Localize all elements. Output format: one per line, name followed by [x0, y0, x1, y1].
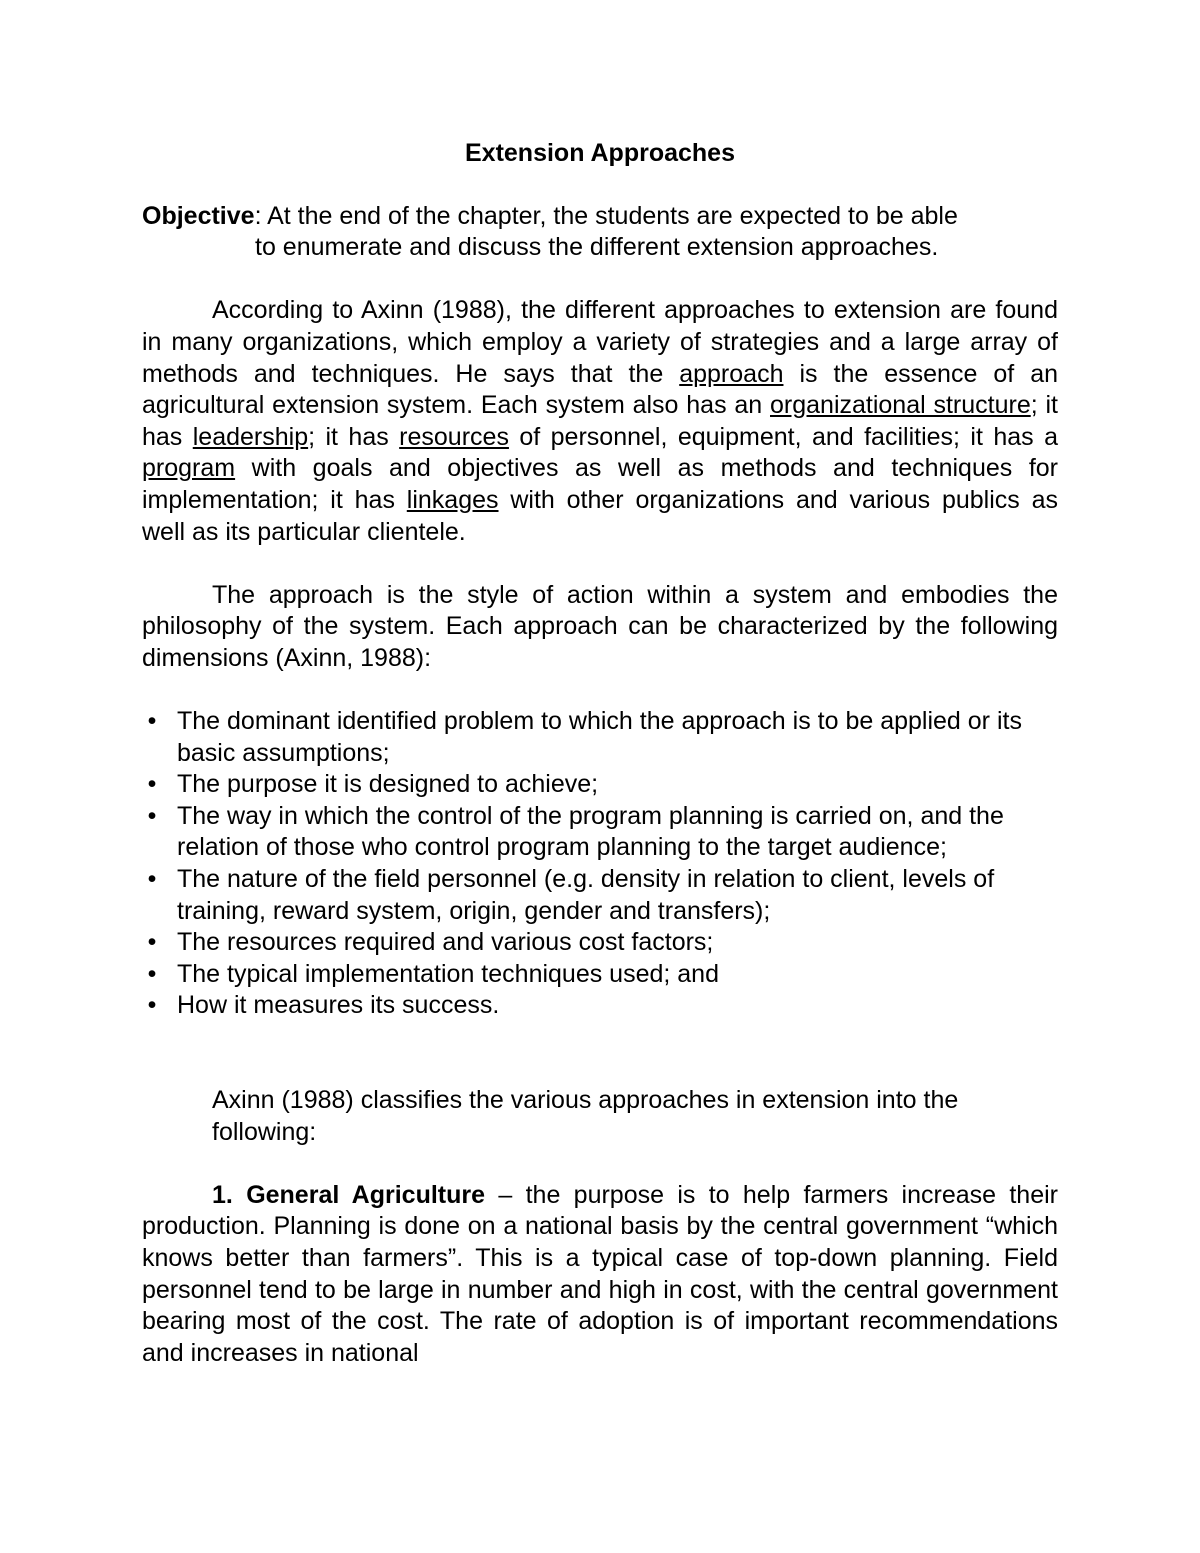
- bullet-icon: •: [147, 865, 157, 894]
- term-linkages: linkages: [406, 485, 499, 514]
- term-resources: resources: [399, 422, 509, 451]
- term-organizational-structure: organizational structure: [770, 391, 1031, 420]
- list-item: [142, 801, 1058, 864]
- para1-text-2: is the essence of an agricultural extension system. Each system also has an: [142, 359, 1058, 420]
- list-item-text: The resources required and various cost factors;: [177, 928, 714, 957]
- para1-text-7: with other organizations and various publics as well as its particular clientele.: [142, 485, 1058, 546]
- list-item: [142, 959, 1058, 991]
- list-item: [142, 864, 1058, 927]
- paragraph-axinn-approaches: [142, 295, 1058, 548]
- list-item-text: The way in which the control of the program planning is carried on, and the relation of those who control program planning to the target audience;: [177, 801, 1004, 862]
- para1-text-6: with goals and objectives as well as methods and techniques for implementation; it has: [142, 454, 1058, 514]
- item-number: 1.: [212, 1180, 233, 1209]
- list-item: [142, 769, 1058, 801]
- bullet-icon: •: [147, 928, 157, 957]
- page-title: Extension Approaches: [465, 139, 735, 167]
- list-item-text: The nature of the field personnel (e.g. density in relation to client, levels of training, reward system, origin, gender and transfers);: [177, 865, 995, 925]
- bullet-icon: •: [147, 707, 157, 736]
- paragraph-approach-style: The approach is the style of action within a system and embodies the philosophy of the system. Each approach can be characterized by the following dimensions (Axinn, 1988):: [142, 580, 1058, 672]
- para1-text-5: of personnel, equipment, and facilities; it has a: [508, 422, 1058, 451]
- para1-text-3: ; it has: [142, 391, 1058, 451]
- term-approach: approach: [679, 359, 784, 388]
- objective-block: [142, 201, 1058, 264]
- list-item-text: The dominant identified problem to which the approach is to be applied or its basic assumptions;: [177, 707, 1022, 767]
- bullet-icon: •: [147, 959, 157, 988]
- item-text: – the purpose is to help farmers increase their production. Planning is done on a national basis by the central government “which knows better than farmers”. This is a typical case of top-down planning. Field personnel tend to be large in number and high in cost, with the central government bearing most of the cost. The rate of adoption is of important recommendations and increases in national: [142, 1180, 1058, 1367]
- objective-text-line2: to enumerate and discuss the different extension approaches.: [255, 233, 939, 262]
- list-item-text: How it measures its success.: [177, 991, 500, 1020]
- list-item-text: The typical implementation techniques used; and: [177, 959, 719, 988]
- term-program: program: [142, 454, 236, 483]
- para1-text-1: According to Axinn (1988), the different approaches to extension are found in many organizations, which employ a variety of strategies and a large array of methods and techniques. He says that the: [142, 296, 1058, 388]
- objective-text-line1: : At the end of the chapter, the students are expected to be able: [254, 201, 958, 230]
- bullet-icon: •: [147, 770, 157, 799]
- list-item: [142, 706, 1058, 769]
- document-page: [142, 138, 1058, 1369]
- item-heading: General Agriculture: [246, 1180, 486, 1209]
- list-item: [142, 927, 1058, 959]
- paragraph-classification-intro: Axinn (1988) classifies the various approaches in extension into the following:: [212, 1086, 959, 1146]
- objective-label: Objective: [142, 201, 255, 230]
- list-item-text: The purpose it is designed to achieve;: [177, 770, 599, 799]
- term-leadership: leadership: [192, 422, 309, 451]
- dimensions-list: [142, 706, 1058, 1022]
- list-item: [142, 990, 1058, 1022]
- bullet-icon: •: [147, 991, 157, 1020]
- bullet-icon: •: [147, 801, 157, 830]
- para1-text-4: ; it has: [308, 422, 400, 451]
- approach-general-agriculture: [142, 1180, 1058, 1370]
